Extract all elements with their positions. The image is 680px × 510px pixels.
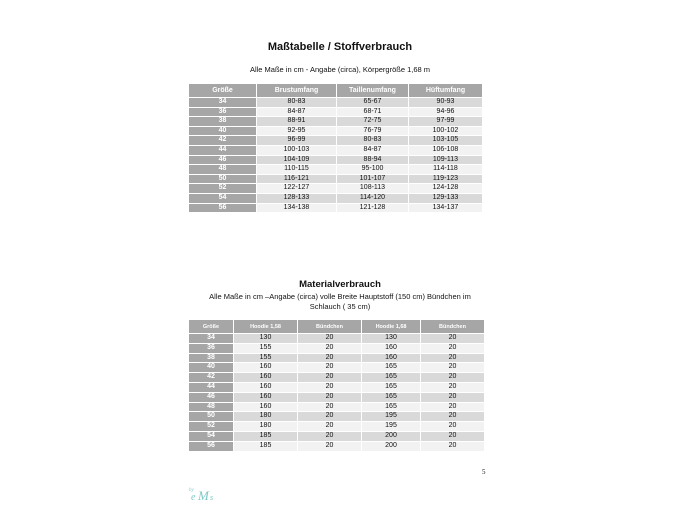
size-cell: 56 — [189, 442, 233, 451]
value-cell: 76-79 — [337, 127, 408, 136]
size-cell: 46 — [189, 156, 256, 165]
value-cell: 119-123 — [409, 175, 482, 184]
value-cell: 114-120 — [337, 194, 408, 203]
value-cell: 90-93 — [409, 98, 482, 107]
material-table — [188, 319, 485, 452]
value-cell: 20 — [298, 403, 361, 412]
value-cell: 165 — [362, 383, 420, 392]
table-row — [189, 136, 482, 145]
size-cell: 42 — [189, 373, 233, 382]
table-header-row — [189, 84, 482, 97]
value-cell: 116-121 — [257, 175, 336, 184]
table-row — [189, 383, 484, 392]
value-cell: 72-75 — [337, 117, 408, 126]
size-cell: 40 — [189, 127, 256, 136]
value-cell: 103-105 — [409, 136, 482, 145]
size-cell: 50 — [189, 175, 256, 184]
table-row — [189, 184, 482, 193]
svg-text:M: M — [198, 488, 209, 503]
header-hoodie-158: Hoodie 1,58 — [234, 320, 297, 333]
value-cell: 130 — [234, 334, 297, 343]
size-cell: 56 — [189, 204, 256, 213]
value-cell: 20 — [421, 383, 484, 392]
value-cell: 200 — [362, 432, 420, 441]
value-cell: 20 — [421, 412, 484, 421]
size-cell: 44 — [189, 146, 256, 155]
value-cell: 20 — [421, 422, 484, 431]
value-cell: 134-137 — [409, 204, 482, 213]
size-cell: 44 — [189, 383, 233, 392]
material-table-subtitle: Alle Maße in cm –Angabe (circa) volle Breite Hauptstoff (150 cm) Bündchen im Schlauch ( 35 cm) — [209, 292, 471, 311]
value-cell: 122-127 — [257, 184, 336, 193]
value-cell: 114-118 — [409, 165, 482, 174]
value-cell: 108-113 — [337, 184, 408, 193]
size-cell: 38 — [189, 354, 233, 363]
value-cell: 96-99 — [257, 136, 336, 145]
value-cell: 165 — [362, 373, 420, 382]
value-cell: 20 — [421, 334, 484, 343]
size-cell: 34 — [189, 98, 256, 107]
value-cell: 109-113 — [409, 156, 482, 165]
value-cell: 20 — [421, 432, 484, 441]
value-cell: 104-109 — [257, 156, 336, 165]
value-cell: 101-107 — [337, 175, 408, 184]
table-row — [189, 108, 482, 117]
value-cell: 180 — [234, 412, 297, 421]
value-cell: 88-94 — [337, 156, 408, 165]
table-row — [189, 422, 484, 431]
value-cell: 20 — [298, 393, 361, 402]
measurement-table — [188, 83, 483, 213]
value-cell: 134-138 — [257, 204, 336, 213]
value-cell: 20 — [421, 363, 484, 372]
header-waist: Taillenumfang — [337, 84, 408, 97]
header-chest: Brustumfang — [257, 84, 336, 97]
value-cell: 20 — [298, 363, 361, 372]
table-row — [189, 334, 484, 343]
value-cell: 20 — [421, 442, 484, 451]
size-cell: 48 — [189, 403, 233, 412]
header-hoodie-168: Hoodie 1,68 — [362, 320, 420, 333]
value-cell: 84-87 — [257, 108, 336, 117]
value-cell: 165 — [362, 403, 420, 412]
value-cell: 160 — [362, 354, 420, 363]
size-cell: 48 — [189, 165, 256, 174]
value-cell: 110-115 — [257, 165, 336, 174]
value-cell: 200 — [362, 442, 420, 451]
value-cell: 20 — [298, 442, 361, 451]
value-cell: 124-128 — [409, 184, 482, 193]
value-cell: 160 — [234, 363, 297, 372]
table-row — [189, 127, 482, 136]
value-cell: 121-128 — [337, 204, 408, 213]
table-row — [189, 393, 484, 402]
value-cell: 160 — [234, 393, 297, 402]
value-cell: 160 — [362, 344, 420, 353]
size-cell: 40 — [189, 363, 233, 372]
value-cell: 94-96 — [409, 108, 482, 117]
table-row — [189, 146, 482, 155]
size-cell: 54 — [189, 432, 233, 441]
table-header-row — [189, 320, 484, 333]
value-cell: 160 — [234, 373, 297, 382]
value-cell: 185 — [234, 442, 297, 451]
value-cell: 130 — [362, 334, 420, 343]
table-row — [189, 412, 484, 421]
value-cell: 20 — [421, 393, 484, 402]
value-cell: 165 — [362, 393, 420, 402]
table-row — [189, 344, 484, 353]
header-cuffs-2: Bündchen — [421, 320, 484, 333]
value-cell: 95-100 — [337, 165, 408, 174]
page-number: 5 — [482, 468, 486, 476]
table-row — [189, 165, 482, 174]
value-cell: 80-83 — [337, 136, 408, 145]
size-cell: 52 — [189, 422, 233, 431]
value-cell: 20 — [421, 373, 484, 382]
value-cell: 185 — [234, 432, 297, 441]
value-cell: 106-108 — [409, 146, 482, 155]
header-size: Größe — [189, 84, 256, 97]
measurement-table-title: Maßtabelle / Stoffverbrauch — [267, 41, 413, 53]
value-cell: 128-133 — [257, 194, 336, 203]
material-table-title: Materialverbrauch — [299, 279, 381, 290]
size-cell: 36 — [189, 344, 233, 353]
value-cell: 20 — [298, 354, 361, 363]
brand-logo — [188, 483, 228, 503]
value-cell: 155 — [234, 344, 297, 353]
value-cell: 80-83 — [257, 98, 336, 107]
value-cell: 160 — [234, 403, 297, 412]
size-cell: 38 — [189, 117, 256, 126]
table-row — [189, 194, 482, 203]
value-cell: 20 — [298, 412, 361, 421]
value-cell: 68-71 — [337, 108, 408, 117]
size-cell: 36 — [189, 108, 256, 117]
value-cell: 129-133 — [409, 194, 482, 203]
table-row — [189, 354, 484, 363]
size-cell: 54 — [189, 194, 256, 203]
size-cell: 52 — [189, 184, 256, 193]
header-size: Größe — [189, 320, 233, 333]
table-row — [189, 156, 482, 165]
size-cell: 34 — [189, 334, 233, 343]
value-cell: 20 — [298, 383, 361, 392]
table-row — [189, 175, 482, 184]
size-cell: 42 — [189, 136, 256, 145]
table-row — [189, 432, 484, 441]
value-cell: 20 — [421, 403, 484, 412]
header-cuffs-1: Bündchen — [298, 320, 361, 333]
value-cell: 195 — [362, 422, 420, 431]
value-cell: 20 — [421, 344, 484, 353]
size-cell: 46 — [189, 393, 233, 402]
value-cell: 20 — [421, 354, 484, 363]
value-cell: 92-95 — [257, 127, 336, 136]
svg-text:s: s — [210, 493, 214, 502]
svg-text:by: by — [189, 488, 194, 493]
header-hip: Hüftumfang — [409, 84, 482, 97]
value-cell: 165 — [362, 363, 420, 372]
table-row — [189, 204, 482, 213]
value-cell: 20 — [298, 344, 361, 353]
table-row — [189, 363, 484, 372]
table-row — [189, 98, 482, 107]
value-cell: 84-87 — [337, 146, 408, 155]
value-cell: 100-103 — [257, 146, 336, 155]
size-cell: 50 — [189, 412, 233, 421]
value-cell: 195 — [362, 412, 420, 421]
value-cell: 97-99 — [409, 117, 482, 126]
value-cell: 180 — [234, 422, 297, 431]
value-cell: 20 — [298, 422, 361, 431]
table-row — [189, 442, 484, 451]
svg-text:e: e — [191, 492, 196, 503]
value-cell: 88-91 — [257, 117, 336, 126]
value-cell: 20 — [298, 334, 361, 343]
table-row — [189, 373, 484, 382]
value-cell: 160 — [234, 383, 297, 392]
value-cell: 20 — [298, 373, 361, 382]
table-row — [189, 117, 482, 126]
value-cell: 100-102 — [409, 127, 482, 136]
measurement-table-subtitle: Alle Maße in cm - Angabe (circa), Körpergröße 1,68 m — [249, 65, 431, 74]
value-cell: 20 — [298, 432, 361, 441]
table-row — [189, 403, 484, 412]
value-cell: 65-67 — [337, 98, 408, 107]
value-cell: 155 — [234, 354, 297, 363]
